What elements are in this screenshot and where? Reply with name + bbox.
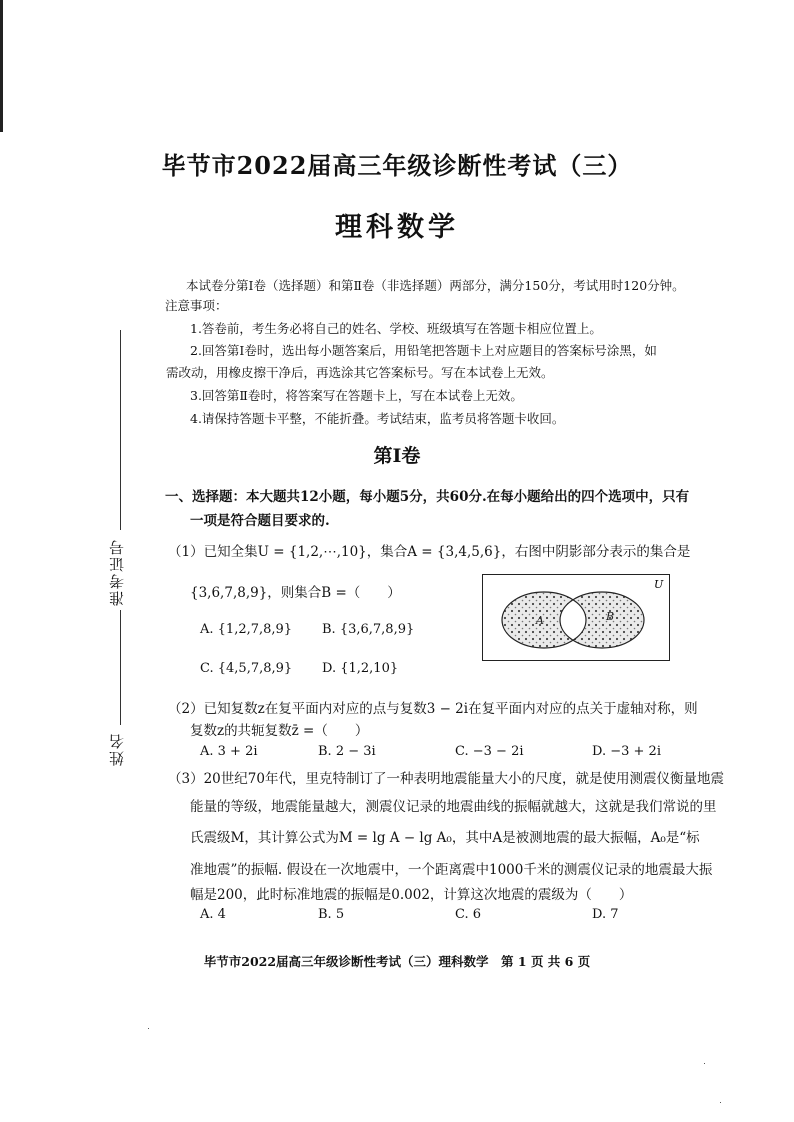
q1-option-d: D. {1,2,10} xyxy=(322,661,399,676)
page-footer: 毕节市2022届高三年级诊断性考试（三）理科数学 第 1 页 共 6 页 xyxy=(203,954,591,969)
q1-stem: （1）已知全集U = {1,2,⋯,10}，集合A = {3,4,5,6}，右图中阴影部分表示的集合是 xyxy=(168,544,691,560)
q3-option-a: A. 4 xyxy=(200,907,226,922)
notice-item-4: 4.请保持答题卡平整，不能折叠。考试结束，监考员将答题卡收回。 xyxy=(190,411,565,426)
scan-speck xyxy=(720,1102,721,1103)
q2-option-a: A. 3 + 2i xyxy=(200,744,258,759)
subject-title: 理科数学 xyxy=(335,212,459,243)
q3-stem-line3: 氏震级M，其计算公式为M = lg A − lg A₀，其中A是被测地震的最大振幅，A₀是“标 xyxy=(190,830,700,846)
q1-option-a: A. {1,2,7,8,9} xyxy=(200,622,293,637)
exam-number-label: 准考证号 xyxy=(108,538,126,606)
venn-set-a-label: A xyxy=(536,614,544,627)
q3-stem-line2: 能量的等级，地震能量越大，测震仪记录的地震曲线的振幅就越大，这就是我们常说的里 xyxy=(190,799,717,815)
part-instructions: 一、选择题：本大题共12小题，每小题5分，共60分.在每小题给出的四个选项中，只有 xyxy=(165,489,690,505)
q2-stem: （2）已知复数z在复平面内对应的点与复数3 − 2i在复平面内对应的点关于虚轴对称，则 xyxy=(168,701,698,717)
scan-edge-line xyxy=(0,0,3,132)
venn-diagram xyxy=(482,574,670,661)
q2-option-d: D. −3 + 2i xyxy=(592,744,661,759)
venn-set-b-label: B xyxy=(606,610,615,623)
q1-stem-cont: {3,6,7,8,9}，则集合B =（ ） xyxy=(190,585,401,601)
venn-universe-label: U xyxy=(654,578,664,591)
notice-item-2-cont: 需改动，用橡皮擦干净后，再选涂其它答案标号。写在本试卷上无效。 xyxy=(166,365,554,380)
q3-stem-line4: 准地震”的振幅. 假设在一次地震中，一个距离震中1000千米的测震仪记录的地震最大振 xyxy=(190,862,713,878)
notice-item-3: 3.回答第Ⅱ卷时，将答案写在答题卡上，写在本试卷上无效。 xyxy=(190,388,523,403)
notice-heading: 注意事项： xyxy=(165,298,228,313)
notice-item-1: 1.答卷前，考生务必将自己的姓名、学校、班级填写在答题卡相应位置上。 xyxy=(190,321,602,336)
part-instructions-cont: 一项是符合题目要求的. xyxy=(190,513,330,529)
q3-option-d: D. 7 xyxy=(592,907,619,922)
q3-stem-line5: 幅是200，此时标准地震的振幅是0.002，计算这次地震的震级为（ ） xyxy=(190,887,633,903)
q1-option-c: C. {4,5,7,8,9} xyxy=(200,661,293,676)
q3-option-c: C. 6 xyxy=(455,907,482,922)
q1-option-b: B. {3,6,7,8,9} xyxy=(322,622,415,637)
q2-option-c: C. −3 − 2i xyxy=(455,744,524,759)
q3-stem: （3）20世纪70年代，里克特制订了一种表明地震能量大小的尺度，就是使用测震仪衡量地震 xyxy=(168,771,724,787)
q2-stem-cont: 复数z的共轭复数z̄ =（ ） xyxy=(190,723,369,739)
notice-item-2: 2.回答第Ⅰ卷时，选出每小题答案后，用铅笔把答题卡上对应题目的答案标号涂黑，如 xyxy=(190,343,657,358)
notice-intro: 本试卷分第Ⅰ卷（选择题）和第Ⅱ卷（非选择题）两部分，满分150分，考试用时120分钟。 xyxy=(186,278,685,293)
margin-rule-top xyxy=(120,330,121,530)
section-title: 第Ⅰ卷 xyxy=(373,445,421,467)
q2-option-b: B. 2 − 3i xyxy=(318,744,376,759)
exam-title: 毕节市2022届高三年级诊断性考试（三） xyxy=(161,151,633,180)
q3-option-b: B. 5 xyxy=(318,907,345,922)
scan-speck xyxy=(148,1028,149,1029)
name-label: 姓名 xyxy=(108,732,126,766)
scan-speck xyxy=(704,1063,705,1064)
exam-number-line xyxy=(120,610,121,725)
